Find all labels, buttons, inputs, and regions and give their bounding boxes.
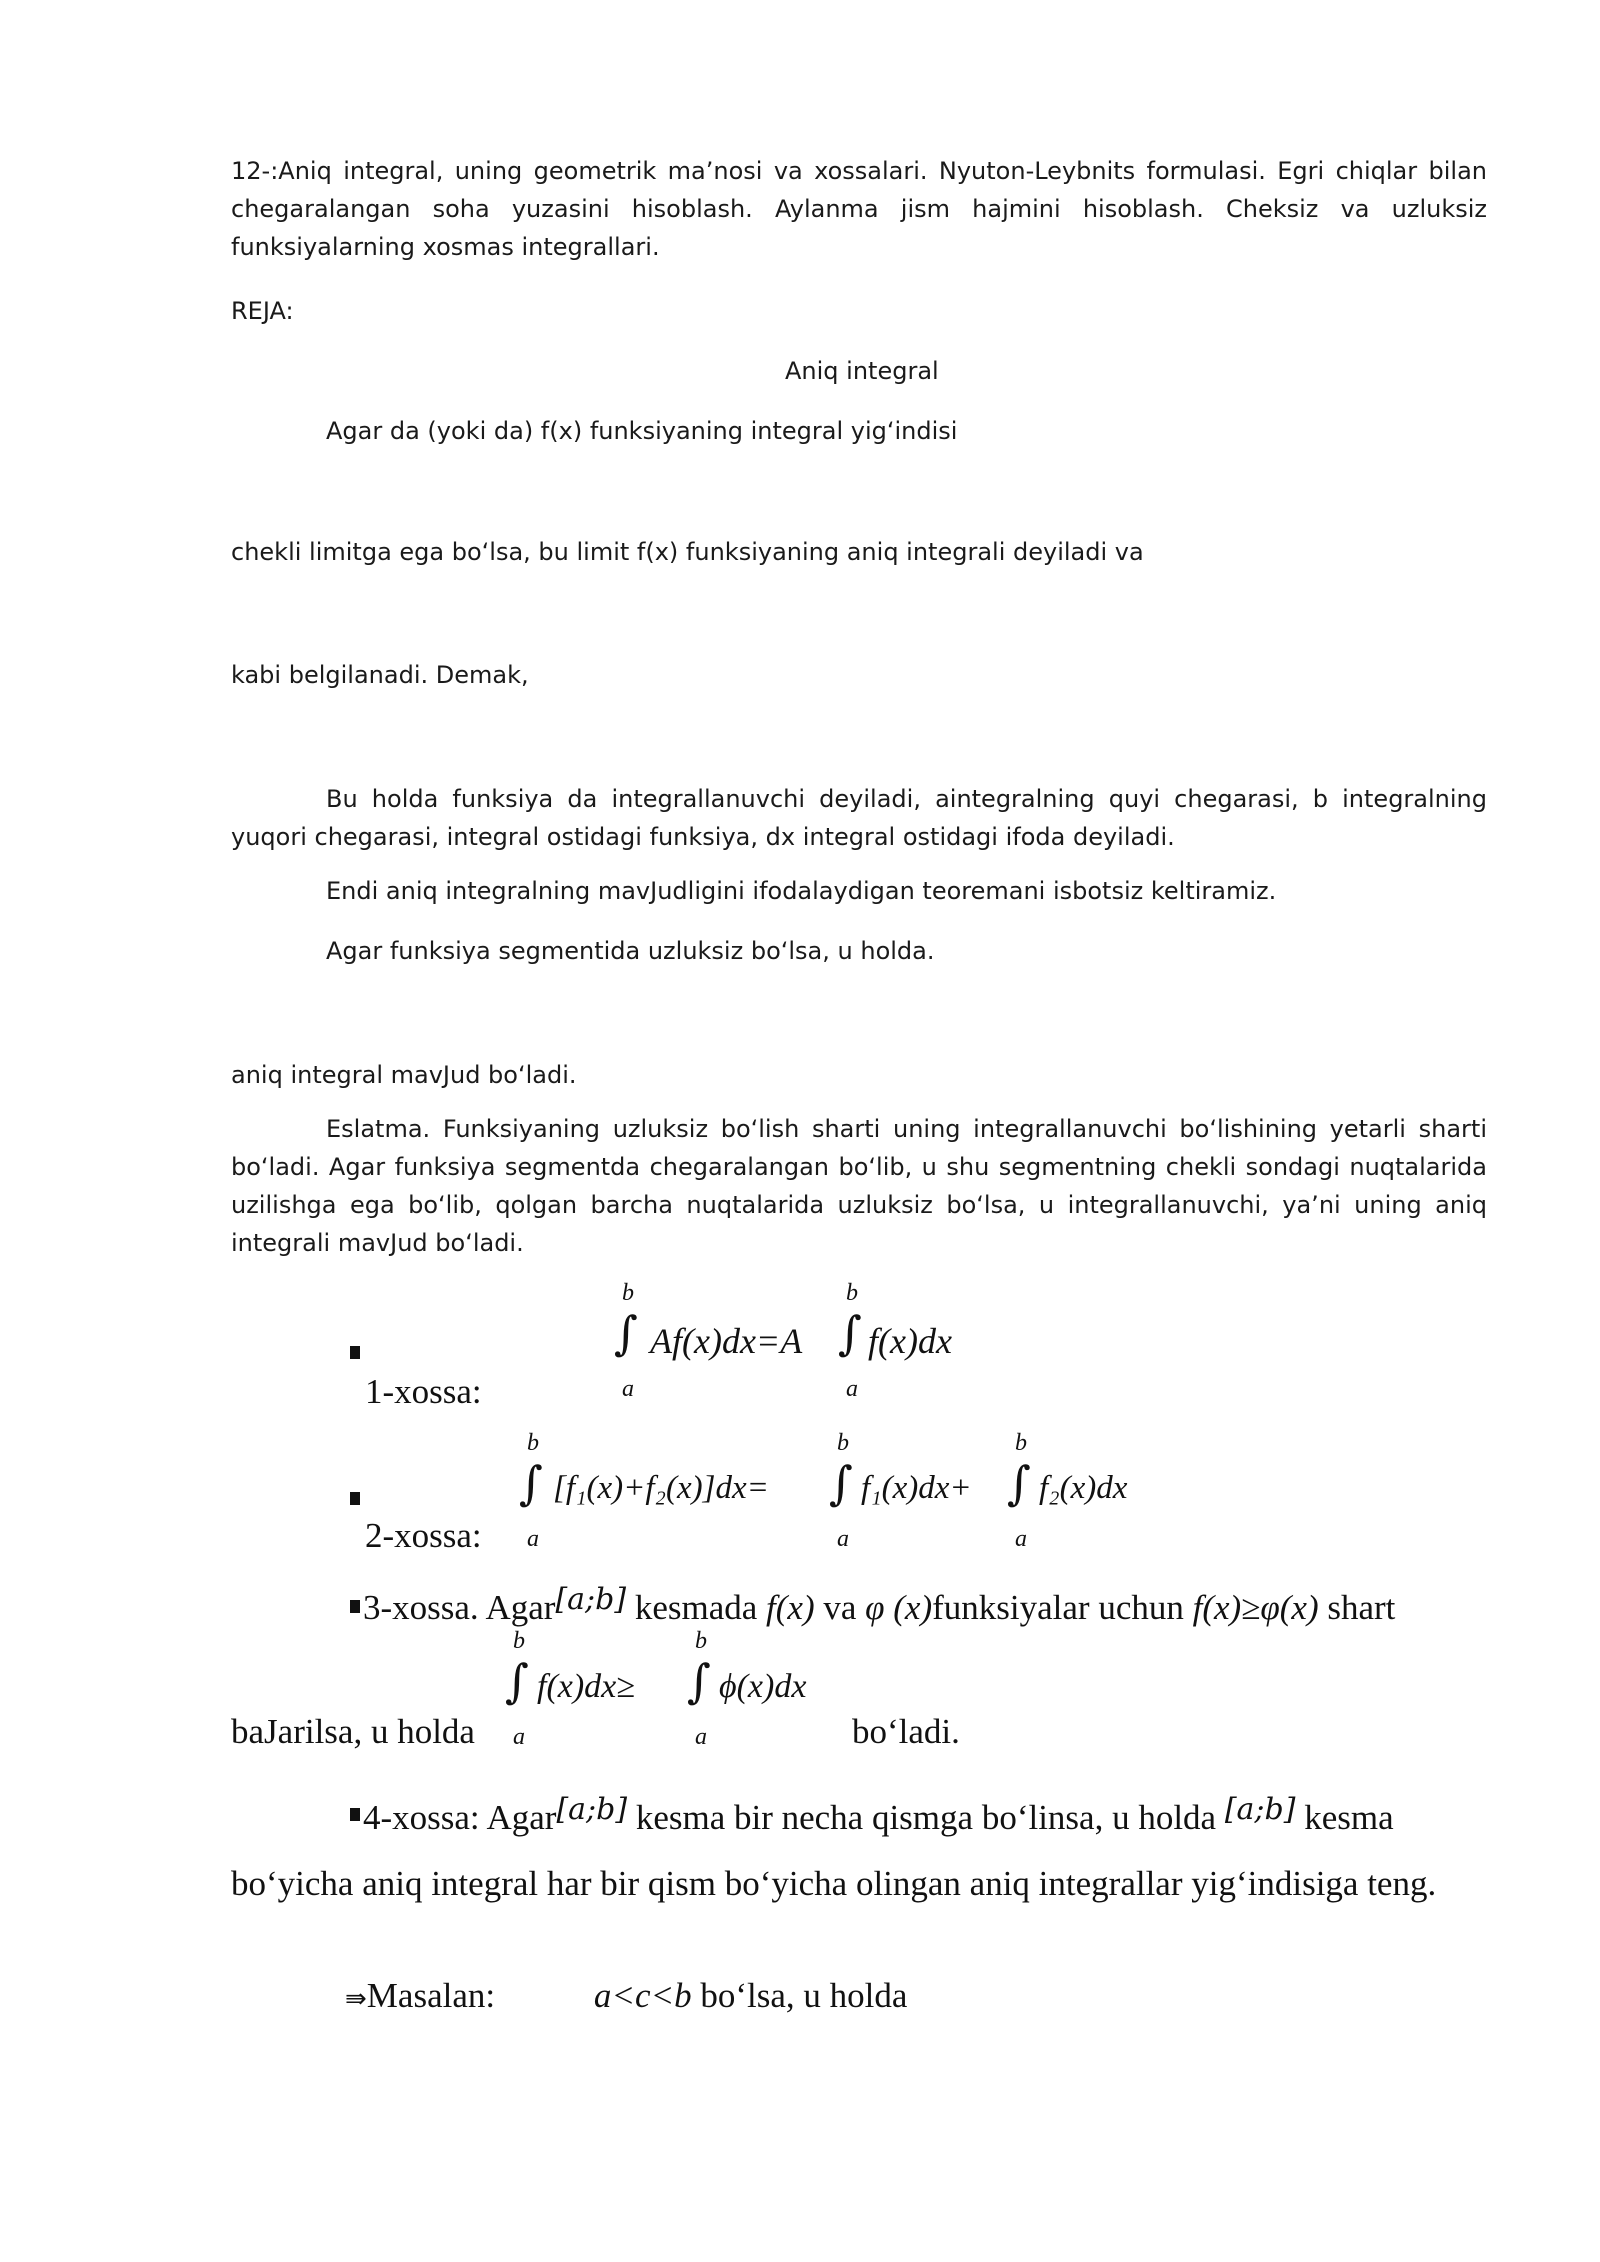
integral-sign: ∫	[687, 1654, 711, 1708]
formula-rhs: f₂(x)dx	[1039, 1470, 1128, 1506]
formula-lhs: Af(x)dx=A	[650, 1321, 803, 1361]
upper-limit: b	[527, 1430, 539, 1456]
text: shart	[1327, 1588, 1396, 1627]
formula-lhs: [f₁(x)+f₂(x)]dx=	[553, 1470, 769, 1506]
interval-ab: [a;b]	[555, 1582, 627, 1617]
upper-limit: b	[837, 1430, 849, 1456]
integral-sign: ∫	[838, 1306, 862, 1360]
text: bo‘lsa, u holda	[700, 1976, 908, 2015]
text: kesmada	[634, 1588, 758, 1627]
property-4-line1	[363, 1792, 1493, 1842]
text: funksiyalar uchun	[932, 1588, 1184, 1627]
upper-limit: b	[846, 1280, 858, 1306]
property-3-line2-right: bo‘ladi.	[852, 1712, 960, 1751]
text: kesma bir necha qismga bo‘linsa, u holda	[635, 1798, 1217, 1837]
fx: f(x)	[766, 1588, 815, 1627]
lower-limit: a	[837, 1526, 849, 1552]
paragraph-theorem-intro: Endi aniq integralning mavJudligini ifodalaydigan teoremani isbotsiz keltiramiz.	[326, 877, 1277, 905]
integral-sign: ∫	[519, 1456, 543, 1510]
bullet-marker	[350, 1600, 360, 1613]
formula-lhs: f(x)dx≥	[537, 1668, 635, 1705]
example-label: Masalan:	[366, 1976, 496, 2015]
integral-sign: ∫	[505, 1654, 529, 1708]
integral-sign: ∫	[1007, 1456, 1031, 1510]
upper-limit: b	[695, 1628, 707, 1654]
example-line	[345, 1974, 907, 2021]
upper-limit: b	[1015, 1430, 1027, 1456]
paragraph-remark: Eslatma. Funksiyaning uzluksiz bo‘lish sharti uning integrallanuvchi bo‘lishining yetarli sharti bo‘ladi. Agar funksiya segmentda chegaralangan bo‘lib, u shu segmentning chekli sondagi nuqtalarida uzilishga ega bo‘lib, qolgan barcha nuqtalarida uzluksiz bo‘lsa, u integrallanuvchi, ya’ni uning aniq integrali mavJud bo‘ladi.	[231, 1115, 1487, 1257]
interval-ab: [a;b]	[1224, 1792, 1296, 1827]
property-4-label: 4-xossa: Agar	[363, 1798, 557, 1837]
lower-limit: a	[846, 1376, 858, 1402]
property-3-label: 3-xossa. Agar	[363, 1588, 556, 1627]
integral-sign: ∫	[829, 1456, 853, 1510]
property-3-line1	[363, 1582, 1493, 1632]
property-1-label: 1-xossa:	[365, 1372, 482, 1411]
bullet-marker	[350, 1492, 360, 1505]
lower-limit: a	[513, 1724, 525, 1750]
paragraph-integral-sum: Agar da (yoki da) f(x) funksiyaning integral yig‘indisi	[326, 417, 958, 445]
lower-limit: a	[695, 1724, 707, 1750]
property-3-line2-left: baJarilsa, u holda	[231, 1712, 475, 1751]
phi-x: φ (x)	[865, 1588, 933, 1627]
property-1-formula	[610, 1280, 1110, 1410]
section-title: Aniq integral	[785, 357, 939, 385]
upper-limit: b	[622, 1280, 634, 1306]
paragraph-notation: kabi belgilanadi. Demak,	[231, 661, 529, 689]
property-4-line2: bo‘yicha aniq integral har bir qism bo‘yicha olingan aniq integrallar yig‘indisiga teng.	[231, 1864, 1437, 1903]
lower-limit: a	[527, 1526, 539, 1552]
property-2-formula	[515, 1430, 1215, 1560]
lower-limit: a	[1015, 1526, 1027, 1552]
property-2-label: 2-xossa:	[365, 1516, 482, 1555]
text: kesma	[1304, 1798, 1394, 1837]
formula-mid: f₁(x)dx+	[861, 1470, 972, 1506]
integral-sign: ∫	[614, 1306, 638, 1360]
arrow-icon: ⇛	[345, 1984, 367, 2014]
bullet-marker	[350, 1808, 360, 1821]
document-title: 12-:Aniq integral, uning geometrik ma’nosi va xossalari. Nyuton-Leybnits formulasi. Egri chiqlar bilan chegaralangan soha yuzasini hisoblash. Aylanma jism hajmini hisoblash. Cheksiz va uzluksiz funksiyalarning xosmas integrallari.	[231, 157, 1487, 261]
example-condition: a<c<b	[593, 1976, 692, 2015]
upper-limit: b	[513, 1628, 525, 1654]
formula-rhs: ϕ(x)dx	[719, 1668, 807, 1705]
text: va	[823, 1588, 857, 1627]
lower-limit: a	[622, 1376, 634, 1402]
condition: f(x)≥φ(x)	[1192, 1588, 1319, 1627]
paragraph-terms: Bu holda funksiya da integrallanuvchi deyiladi, aintegralning quyi chegarasi, b integralning yuqori chegarasi, integral ostidagi funksiya, dx integral ostidagi ifoda deyiladi.	[231, 785, 1487, 851]
property-3-formula	[505, 1628, 865, 1758]
paragraph-limit: chekli limitga ega bo‘lsa, bu limit f(x) funksiyaning aniq integrali deyiladi va	[231, 538, 1144, 566]
formula-rhs: f(x)dx	[868, 1321, 952, 1361]
bullet-marker	[350, 1346, 360, 1359]
paragraph-existence: aniq integral mavJud bo‘ladi.	[231, 1061, 577, 1089]
interval-ab: [a;b]	[556, 1792, 628, 1827]
plan-label: REJA:	[231, 297, 294, 325]
paragraph-theorem: Agar funksiya segmentida uzluksiz bo‘lsa, u holda.	[326, 937, 935, 965]
